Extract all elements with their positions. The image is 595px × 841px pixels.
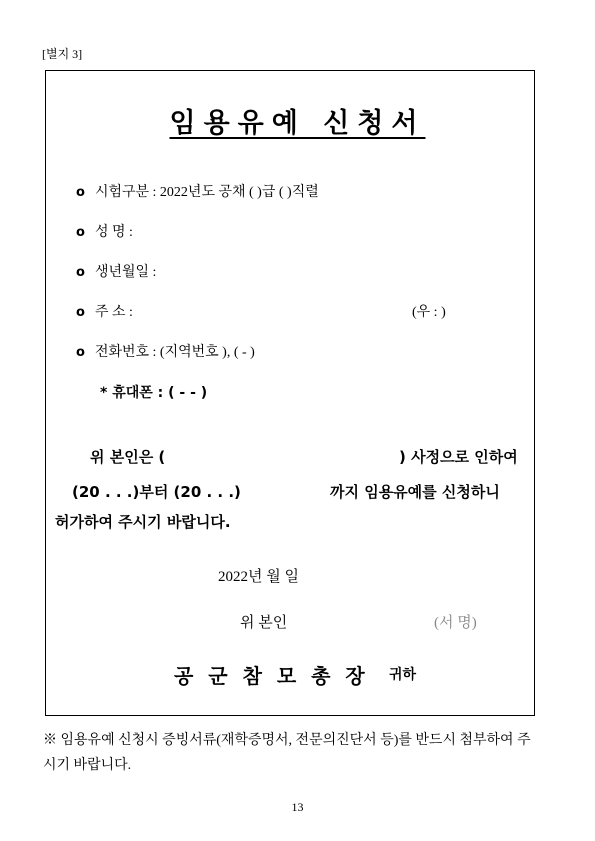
phone-field-text: 전화번호 : (지역번호 ), ( - ) [94, 345, 255, 360]
address-field [76, 301, 133, 321]
exam-field [76, 181, 319, 201]
request-line-1: 위 본인은 ( [90, 448, 166, 466]
bullet-icon: o [76, 265, 85, 280]
signature-placeholder: (서 명) [434, 615, 477, 631]
page-number: 13 [291, 800, 304, 814]
addressee: 공 군 참 모 총 장 [174, 664, 369, 688]
request-line-2-end: 까지 임용유예를 신청하니 [330, 483, 500, 501]
address-field-text: 주 소 : [94, 305, 133, 320]
exam-field-text: 시험구분 : 2022년도 공채 ( )급 ( )직렬 [94, 185, 319, 200]
bullet-icon: o [76, 225, 85, 240]
footnote: ※ 임용유예 신청시 증빙서류(재학증명서, 전문의진단서 등)를 반드시 첨부하여 주시기 바랍니다. [43, 733, 531, 773]
addressee-suffix: 귀하 [389, 667, 417, 683]
name-field-text: 성 명 : [94, 225, 133, 240]
attachment-label: [별지 3] [42, 47, 83, 61]
bullet-icon: o [76, 345, 85, 360]
phone-field [76, 341, 255, 361]
postal-code-field: (우 : ) [412, 305, 446, 320]
bullet-icon: o [76, 305, 85, 320]
form-title: 임용유예 신청서 [169, 108, 426, 139]
birth-field-text: 생년월일 : [94, 265, 157, 280]
bullet-icon: o [76, 185, 85, 200]
request-line-2: (20 . . .)부터 (20 . . .) [72, 483, 241, 501]
applicant-label: 위 본인 [240, 615, 288, 631]
request-line-3: 허가하여 주시기 바랍니다. [55, 513, 231, 531]
request-line-1-end: ) 사정으로 인하여 [399, 448, 518, 466]
mobile-field: * 휴대폰 : ( - - ) [100, 385, 208, 401]
birth-field [76, 261, 156, 281]
name-field [76, 221, 133, 241]
date-line: 2022년 월 일 [218, 569, 299, 585]
